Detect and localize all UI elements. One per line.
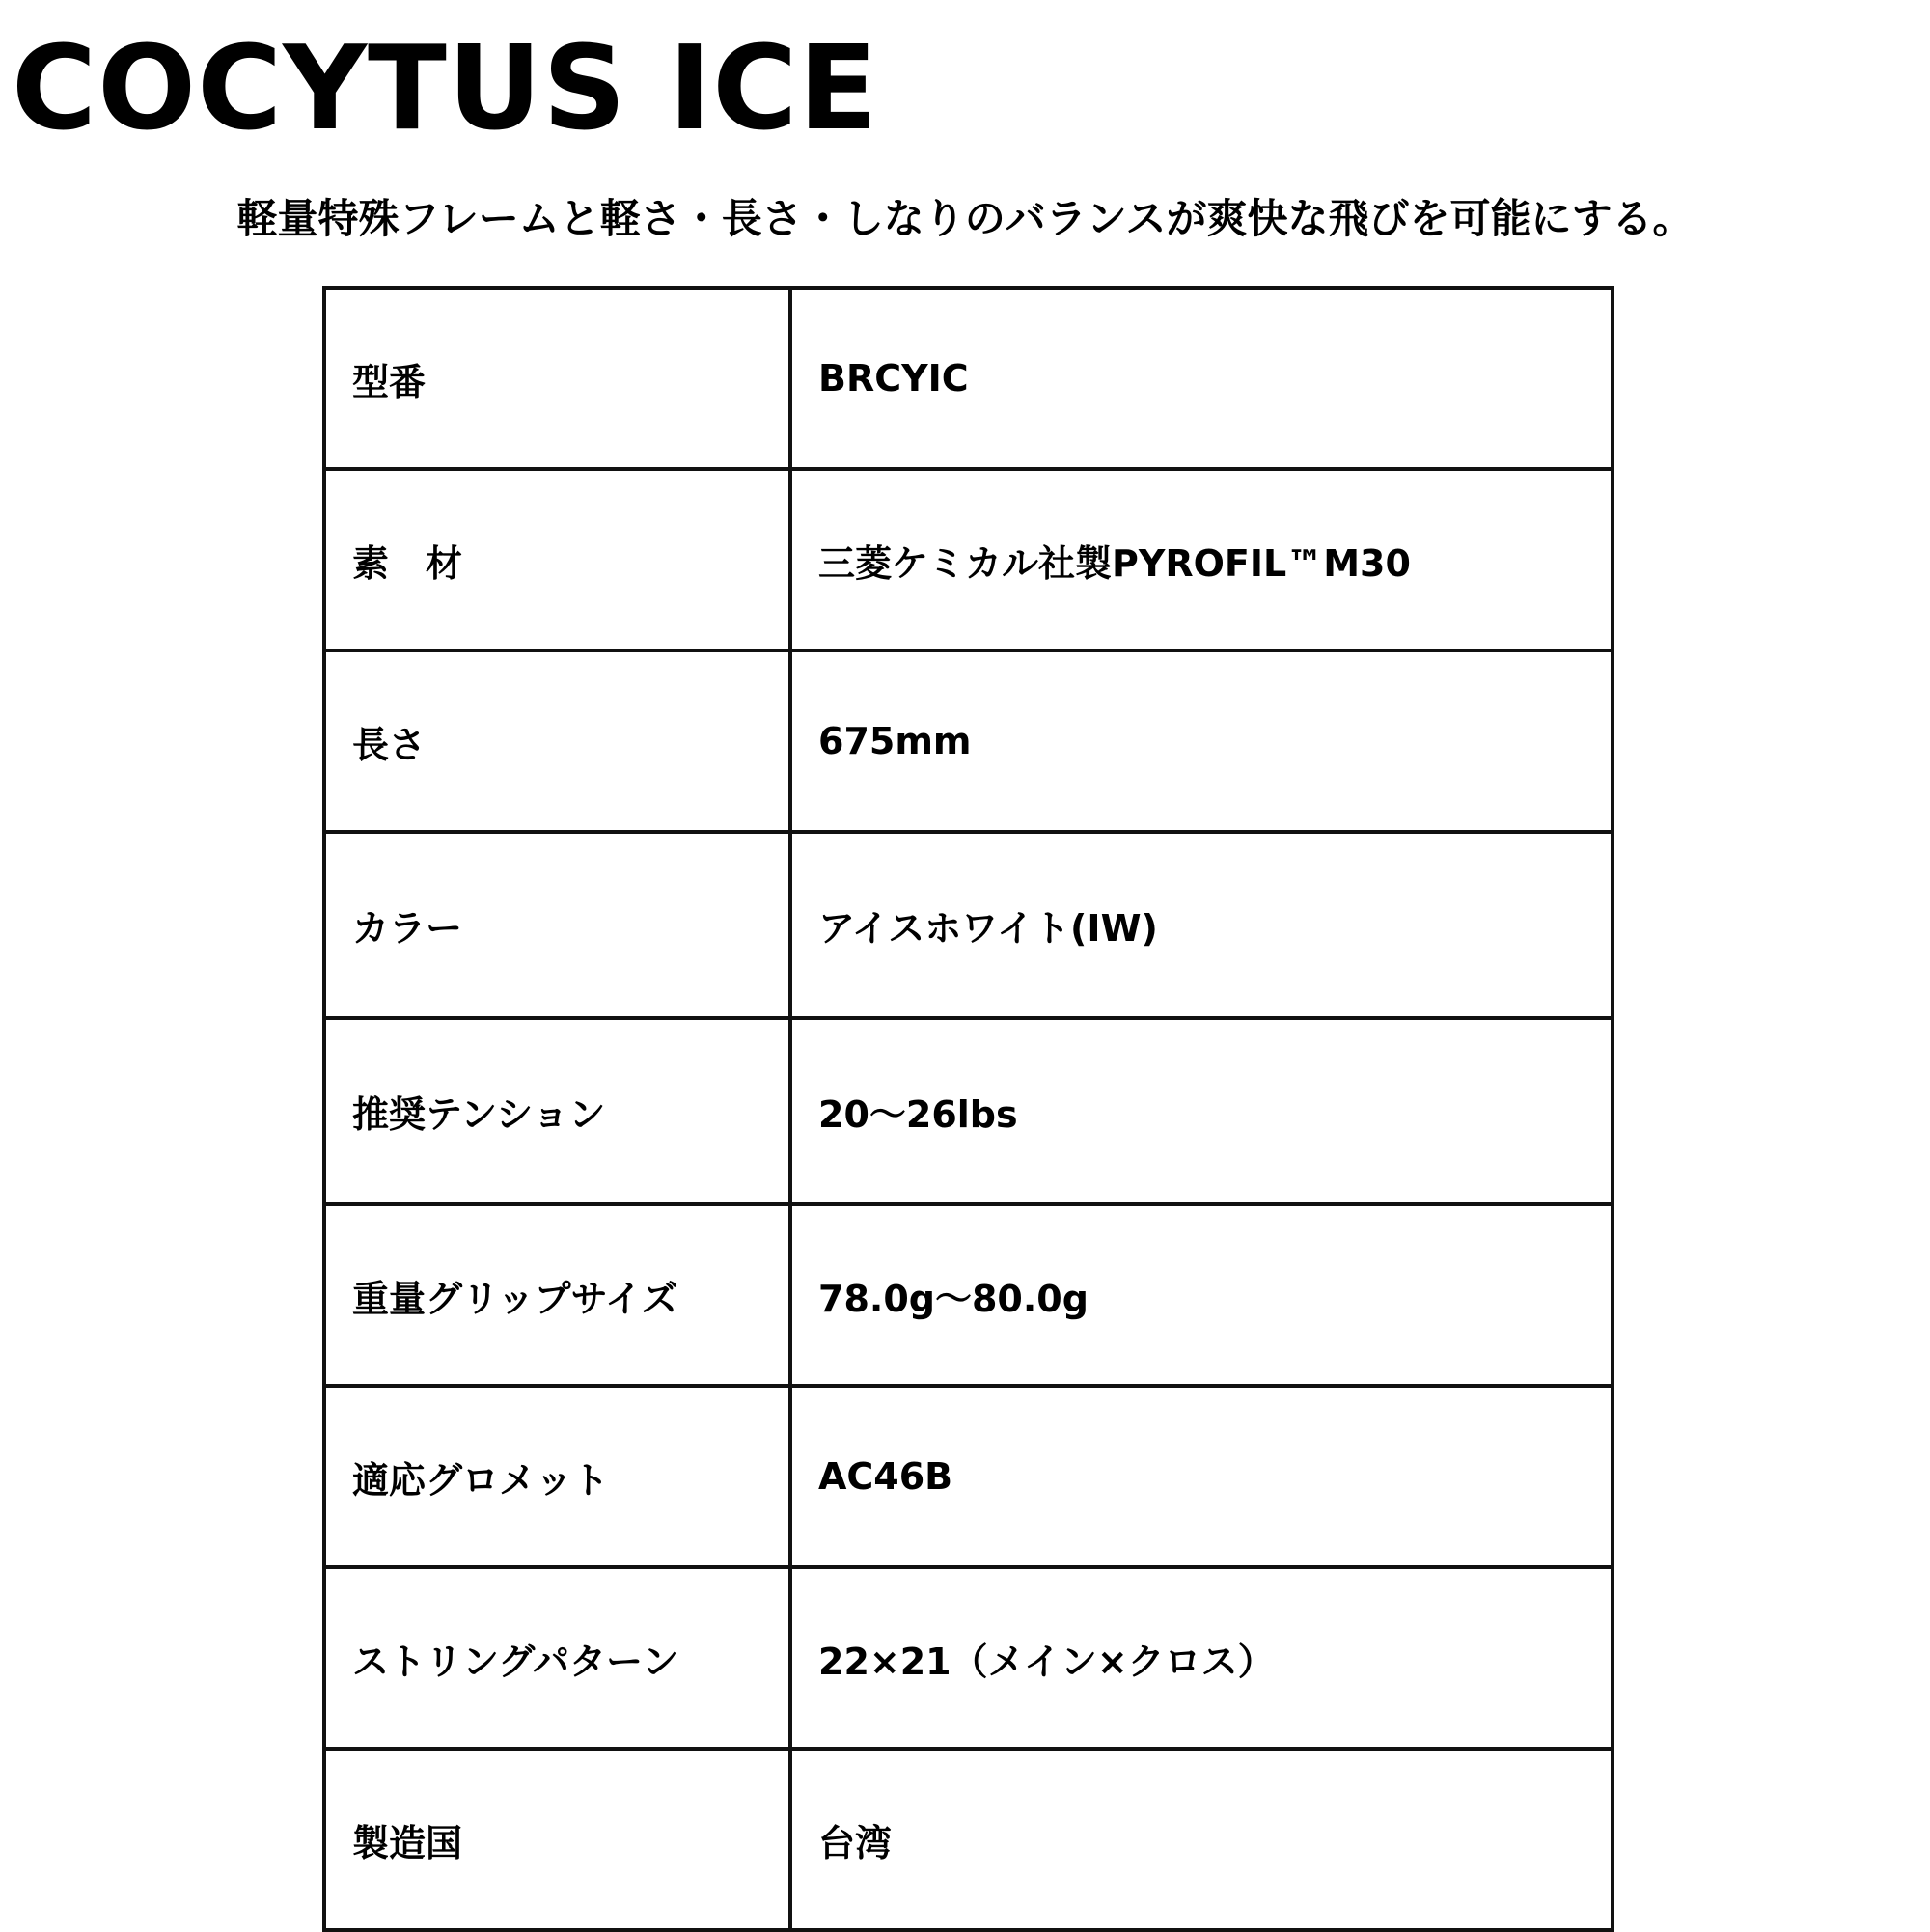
spec-row-color	[324, 832, 1613, 1018]
spec-label: ストリングパターン	[324, 1567, 790, 1749]
spec-value: 台湾	[790, 1749, 1613, 1930]
spec-row-length	[324, 650, 1613, 832]
spec-row-material	[324, 469, 1613, 650]
spec-value: 20～26lbs	[790, 1018, 1613, 1204]
spec-value: 三菱ケミカル社製PYROFIL™M30	[790, 469, 1613, 650]
spec-label: 重量グリップサイズ	[324, 1204, 790, 1386]
spec-value: BRCYIC	[790, 288, 1613, 469]
spec-row-grommet	[324, 1386, 1613, 1567]
spec-value: 78.0g～80.0g	[790, 1204, 1613, 1386]
spec-row-country	[324, 1749, 1613, 1930]
spec-row-tension	[324, 1018, 1613, 1204]
spec-label: カラー	[324, 832, 790, 1018]
spec-label: 素 材	[324, 469, 790, 650]
spec-value: アイスホワイト(IW)	[790, 832, 1613, 1018]
spec-value: AC46B	[790, 1386, 1613, 1567]
spec-table	[322, 286, 1614, 1932]
spec-label: 推奨テンション	[324, 1018, 790, 1204]
spec-label: 適応グロメット	[324, 1386, 790, 1567]
spec-row-string-pattern	[324, 1567, 1613, 1749]
product-title: COCYTUS ICE	[12, 22, 879, 156]
spec-row-model	[324, 288, 1613, 469]
spec-row-weight-grip	[324, 1204, 1613, 1386]
spec-label: 製造国	[324, 1749, 790, 1930]
spec-value: 22×21（メイン×クロス）	[790, 1567, 1613, 1749]
spec-label: 型番	[324, 288, 790, 469]
spec-label: 長さ	[324, 650, 790, 832]
spec-value: 675mm	[790, 650, 1613, 832]
product-tagline: 軽量特殊フレームと軽さ・長さ・しなりのバランスが爽快な飛びを可能にする。	[236, 195, 1694, 242]
